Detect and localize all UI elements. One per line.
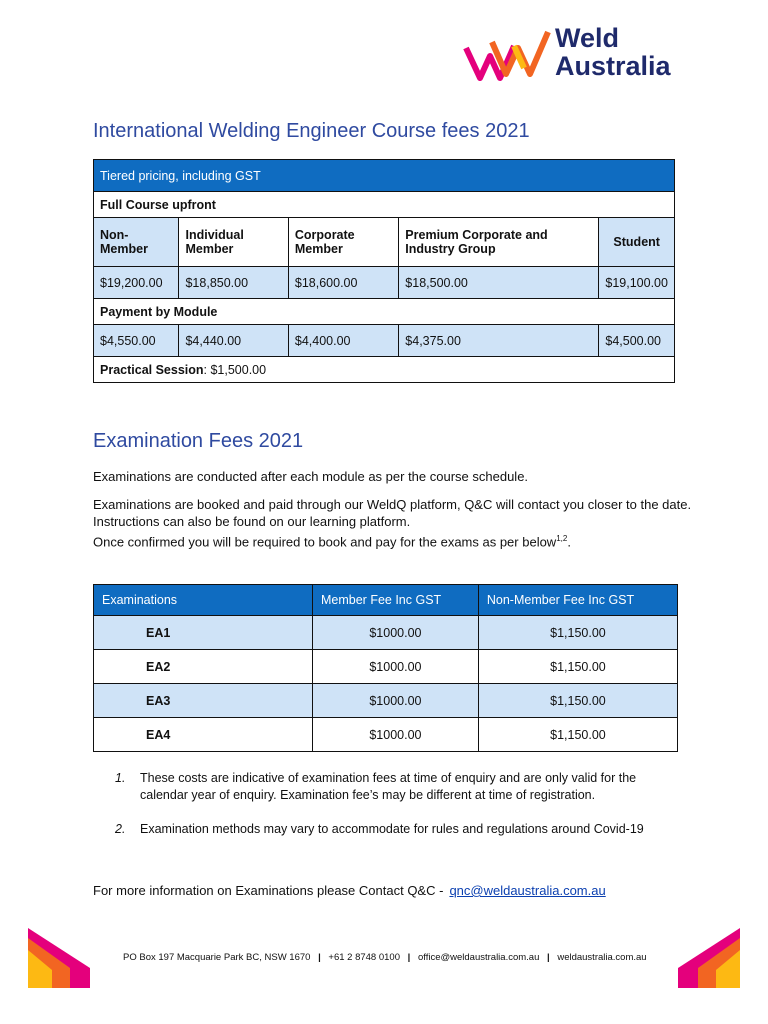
table-row bbox=[94, 616, 678, 650]
fees-table-header: Tiered pricing, including GST bbox=[94, 160, 675, 192]
practical-session bbox=[94, 357, 675, 383]
full-course-price: $19,200.00 bbox=[94, 267, 179, 299]
exam-fees-table bbox=[93, 584, 678, 752]
module-price: $4,400.00 bbox=[288, 325, 398, 357]
exam-name: EA1 bbox=[94, 616, 313, 650]
exam-header: Non-Member Fee Inc GST bbox=[478, 585, 677, 616]
paragraph-3-end: . bbox=[567, 534, 571, 550]
full-course-price: $19,100.00 bbox=[599, 267, 675, 299]
full-course-label: Full Course upfront bbox=[94, 192, 675, 218]
footnote-ref: 1,2 bbox=[556, 534, 568, 543]
footer-separator: | bbox=[407, 952, 411, 963]
exam-name: EA4 bbox=[94, 718, 313, 752]
tier-label: Individual Member bbox=[179, 218, 288, 267]
tier-label: Student bbox=[599, 218, 675, 267]
footnote-text: These costs are indicative of examination fees at time of enquiry and are only valid for the calendar year of enquiry. Examination fee’s may be different at time of registration. bbox=[140, 771, 637, 802]
practical-price: : $1,500.00 bbox=[203, 362, 267, 377]
course-title: International Welding Engineer Course fees 2021 bbox=[93, 120, 530, 142]
practical-label: Practical Session bbox=[100, 362, 204, 377]
paragraph-1: Examinations are conducted after each module as per the course schedule. bbox=[93, 469, 529, 484]
non-member-fee: $1,150.00 bbox=[478, 684, 677, 718]
member-fee: $1000.00 bbox=[313, 616, 479, 650]
footnote-number: 1. bbox=[115, 771, 126, 785]
non-member-fee: $1,150.00 bbox=[478, 718, 677, 752]
non-member-fee: $1,150.00 bbox=[478, 650, 677, 684]
member-fee: $1000.00 bbox=[313, 684, 479, 718]
module-price: $4,440.00 bbox=[179, 325, 288, 357]
table-row bbox=[94, 684, 678, 718]
footer-phone: +61 2 8748 0100 bbox=[328, 952, 400, 963]
footer-separator: | bbox=[318, 952, 321, 963]
full-course-price: $18,600.00 bbox=[288, 267, 398, 299]
footer-email[interactable]: office@weldaustralia.com.au bbox=[417, 952, 540, 963]
module-price: $4,375.00 bbox=[399, 325, 599, 357]
member-fee: $1000.00 bbox=[313, 650, 479, 684]
footnotes bbox=[115, 770, 675, 855]
logo-text bbox=[555, 24, 671, 80]
footer-website[interactable]: weldaustralia.com.au bbox=[557, 952, 647, 963]
exam-header: Examinations bbox=[94, 585, 313, 616]
logo-line1: Weld bbox=[555, 23, 620, 53]
module-price: $4,550.00 bbox=[94, 325, 179, 357]
footnote bbox=[115, 821, 675, 838]
exam-name: EA3 bbox=[94, 684, 313, 718]
footnote-text: Examination methods may vary to accommodate for rules and regulations around Covid-19 bbox=[140, 822, 644, 836]
tier-label: Non-Member bbox=[94, 218, 179, 267]
footnote-number: 2. bbox=[115, 822, 126, 836]
full-course-price: $18,500.00 bbox=[399, 267, 599, 299]
contact-line bbox=[93, 883, 606, 898]
full-course-price: $18,850.00 bbox=[179, 267, 288, 299]
paragraph-2: Examinations are booked and paid through our WeldQ platform, Q&C will contact you closer to the date. Instructions can also be found on our learning platform. bbox=[93, 497, 692, 529]
contact-email-link[interactable]: qnc@weldaustralia.com.au bbox=[449, 883, 606, 898]
weld-australia-logo bbox=[462, 24, 702, 92]
exam-name: EA2 bbox=[94, 650, 313, 684]
tier-label: Corporate Member bbox=[288, 218, 398, 267]
module-label: Payment by Module bbox=[94, 299, 675, 325]
exam-header: Member Fee Inc GST bbox=[313, 585, 479, 616]
paragraph-3-text: Once confirmed you will be required to book and pay for the exams as per below bbox=[93, 534, 557, 550]
exam-title: Examination Fees 2021 bbox=[93, 430, 304, 452]
table-row bbox=[94, 718, 678, 752]
logo-line2: Australia bbox=[555, 51, 671, 81]
contact-text: For more information on Examinations please Contact Q&C - bbox=[93, 883, 444, 898]
table-row bbox=[94, 650, 678, 684]
paragraph-3 bbox=[93, 530, 693, 550]
tier-label: Premium Corporate and Industry Group bbox=[399, 218, 599, 267]
footer-address: PO Box 197 Macquarie Park BC, NSW 1670 bbox=[123, 952, 311, 963]
non-member-fee: $1,150.00 bbox=[478, 616, 677, 650]
course-fees-table bbox=[93, 159, 675, 383]
logo-mark-icon bbox=[462, 28, 554, 88]
footnote bbox=[115, 770, 675, 804]
footer-separator: | bbox=[547, 952, 550, 963]
member-fee: $1000.00 bbox=[313, 718, 479, 752]
footer-contact bbox=[118, 952, 652, 963]
module-price: $4,500.00 bbox=[599, 325, 675, 357]
